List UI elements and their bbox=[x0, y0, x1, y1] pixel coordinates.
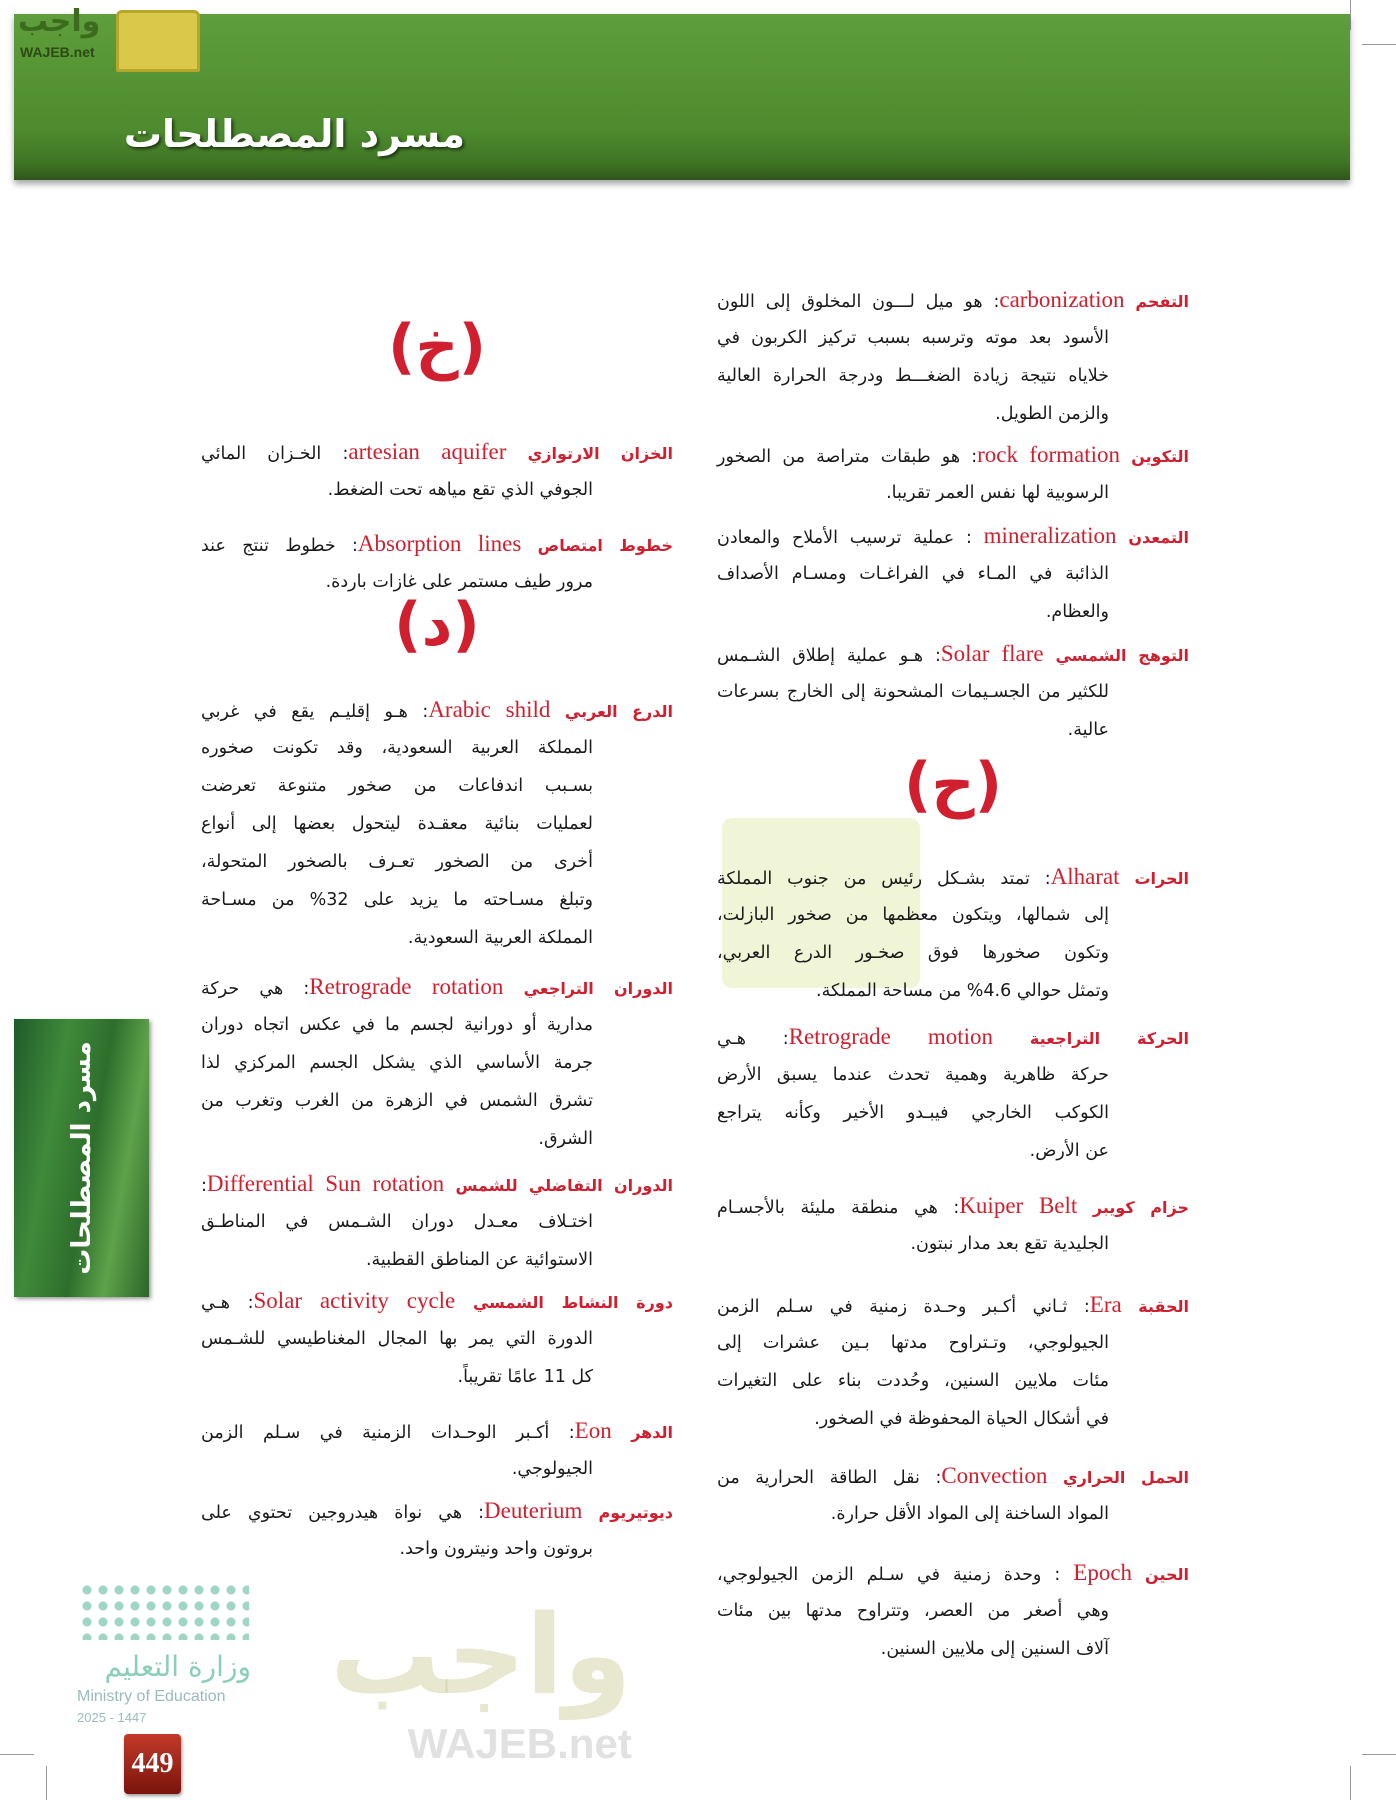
entry-first-line bbox=[717, 1457, 1189, 1495]
definition-line: المملكة العربية السعودية، وقد تكونت صخوره bbox=[201, 738, 593, 758]
book-icon bbox=[116, 10, 200, 72]
definition-start: : الخـزان المائي bbox=[201, 444, 349, 464]
definition-line: لعمليات بنائية معقـدة ليتحول بعضها إلى أنواع bbox=[201, 814, 593, 834]
definition-line: الدورة التي يمر بها المجال المغناطيسي للشـمس bbox=[201, 1329, 593, 1349]
chapter-header-band bbox=[14, 14, 1350, 180]
entry-first-line bbox=[717, 635, 1189, 673]
definition-start: : نقل الطاقة الحرارية من bbox=[717, 1468, 942, 1488]
definition-start: : هي نواة هيدروجين تحتوي على bbox=[201, 1503, 485, 1523]
definition-line: الجوفي الذي تقع مياهه تحت الضغط. bbox=[327, 480, 593, 500]
entry-first-line bbox=[201, 1165, 673, 1203]
definition-start: : هـي bbox=[201, 1293, 254, 1313]
term-arabic: ديوتيريوم bbox=[598, 1503, 673, 1522]
definition-start: : هو ميل لـــون المخلوق إلى اللون bbox=[717, 292, 1000, 312]
glossary-entry bbox=[717, 858, 1189, 1010]
definition-line: والزمن الطويل. bbox=[995, 404, 1109, 424]
definition-line: وهي أصغر من العصر، وتتراوح مدتها بين مئات bbox=[717, 1601, 1109, 1621]
entry-first-line bbox=[201, 691, 673, 729]
definition-line: كل 11 عامًا تقريباً. bbox=[457, 1367, 593, 1387]
section-letter-heading: (خ) bbox=[387, 312, 487, 382]
definition-line: عن الأرض. bbox=[1029, 1141, 1109, 1161]
term-arabic: الحقبة bbox=[1138, 1297, 1189, 1316]
glossary-entry bbox=[717, 1187, 1189, 1263]
definition-start: : هـو إقليـم يقع في غربي bbox=[201, 702, 429, 722]
glossary-entry bbox=[717, 1554, 1189, 1668]
entry-first-line bbox=[717, 1286, 1189, 1324]
definition-line: مدارية أو دورانية لجسم ما في عكس اتجاه دوران bbox=[201, 1015, 593, 1035]
crop-mark bbox=[1362, 44, 1396, 45]
definition-line: الأسود بعد موته وترسبه بسبب تركيز الكربون في bbox=[717, 328, 1109, 348]
definition-line: أخرى من الصخور تعـرف بالصخور المتحولة، bbox=[201, 852, 593, 872]
definition-line: بسـبب اندفاعات من صخور متنوعة تعرضت bbox=[201, 776, 593, 796]
definition-start: : هو طبقات متراصة من الصخور bbox=[717, 447, 978, 467]
term-arabic: حزام كويبر bbox=[1092, 1198, 1189, 1217]
glossary-entry bbox=[717, 1286, 1189, 1438]
term-english: Alharat bbox=[1050, 864, 1120, 889]
definition-line: الاستوائية عن المناطق القطبية. bbox=[365, 1250, 593, 1270]
term-arabic: الدرع العربي bbox=[564, 702, 673, 721]
term-english: Arabic shild bbox=[428, 697, 551, 722]
definition-start: : تمتد بشـكل رئيس من جنوب المملكة bbox=[717, 869, 1051, 889]
definition-line: الجليدية تقع بعد مدار نبتون. bbox=[910, 1234, 1109, 1254]
crop-mark bbox=[46, 1766, 47, 1800]
definition-line: للكثير من الجسـيمات المشحونة إلى الخارج بسرعات bbox=[717, 682, 1109, 702]
term-arabic: التوهج الشمسي bbox=[1055, 646, 1189, 665]
crop-mark bbox=[0, 1754, 34, 1755]
entry-first-line bbox=[717, 1018, 1189, 1056]
definition-line: والعظام. bbox=[1045, 602, 1109, 622]
definition-line: الرسوبية لها نفس العمر تقريبا. bbox=[886, 483, 1109, 503]
term-arabic: خطوط امتصاص bbox=[537, 536, 673, 555]
entry-first-line bbox=[201, 1492, 673, 1530]
definition-line: مرور طيف مستمر على غازات باردة. bbox=[325, 572, 593, 592]
logo-arabic: واجب bbox=[18, 4, 101, 39]
glossary-entry bbox=[717, 635, 1189, 749]
logo-english: WAJEB.net bbox=[20, 44, 95, 60]
term-arabic: الحمل الحراري bbox=[1063, 1468, 1189, 1487]
definition-line: المملكة العربية السعودية. bbox=[407, 928, 593, 948]
entry-first-line bbox=[201, 1282, 673, 1320]
glossary-entry bbox=[201, 968, 673, 1158]
definition-start: : خطوط تنتج عند bbox=[201, 536, 358, 556]
entry-first-line bbox=[717, 858, 1189, 896]
term-arabic: الخزان الارتوازي bbox=[527, 444, 673, 463]
glossary-entry bbox=[201, 1282, 673, 1396]
glossary-entry bbox=[201, 1492, 673, 1568]
definition-start: : وحدة زمنية في سـلم الزمن الجيولوجي، bbox=[717, 1565, 1074, 1585]
entry-first-line bbox=[201, 525, 673, 563]
term-arabic: الدهر bbox=[631, 1423, 673, 1442]
definition-line: جرمة الأساسي الذي يشكل الجسم المركزي لذا bbox=[201, 1053, 593, 1073]
definition-line: حركة ظاهرية وهمية تحدث عندما يسبق الأرض bbox=[717, 1065, 1109, 1085]
definition-line: تشرق الشمس في الزهرة من الغرب وتغرب من bbox=[201, 1091, 593, 1111]
watermark-english: WAJEB.net bbox=[407, 1720, 632, 1767]
definition-line: الذائبة في المـاء في الفراغـات ومسـام الأصداف bbox=[717, 564, 1109, 584]
term-english: Solar activity cycle bbox=[253, 1288, 456, 1313]
glossary-entry bbox=[717, 436, 1189, 512]
definition-line: الكوكب الخارجي فيبـدو الأخير وكأنه يتراجع bbox=[717, 1103, 1109, 1123]
glossary-entry bbox=[717, 281, 1189, 433]
side-tab bbox=[14, 1019, 149, 1297]
term-arabic: الدوران التراجعي bbox=[523, 979, 673, 998]
term-english: rock formation bbox=[977, 442, 1121, 467]
entry-first-line bbox=[717, 281, 1189, 319]
glossary-entry bbox=[717, 1018, 1189, 1170]
definition-line: خلاياه نتيجة زيادة الضغـــط ودرجة الحرارة العالية bbox=[717, 366, 1109, 386]
definition-start: : ثـاني أكـبر وحـدة زمنية في سـلم الزمن bbox=[717, 1297, 1090, 1317]
crop-mark bbox=[1350, 0, 1351, 30]
term-arabic: الحرات bbox=[1134, 869, 1189, 888]
page-number: 449 bbox=[124, 1734, 181, 1794]
section-letter-heading: (ح) bbox=[903, 750, 1003, 820]
entry-first-line bbox=[201, 1412, 673, 1450]
term-english: Absorption lines bbox=[357, 531, 522, 556]
term-english: Eon bbox=[574, 1418, 612, 1443]
glossary-entry bbox=[201, 1412, 673, 1488]
term-arabic: التمعدن bbox=[1128, 528, 1189, 547]
term-arabic: الدوران التفاضلي للشمس bbox=[455, 1176, 674, 1195]
definition-line: بروتون واحد ونيترون واحد. bbox=[399, 1539, 593, 1559]
term-english: Retrograde motion bbox=[788, 1024, 994, 1049]
entry-first-line bbox=[717, 517, 1189, 555]
section-letter-heading: (د) bbox=[394, 590, 480, 660]
wajeb-logo bbox=[8, 4, 188, 68]
term-english: mineralization bbox=[983, 523, 1117, 548]
entry-first-line bbox=[201, 433, 673, 471]
definition-line: الجيولوجي، وتـتراوح مدتها بـين عشرات إلى bbox=[717, 1333, 1109, 1353]
term-english: carbonization bbox=[999, 287, 1125, 312]
term-arabic: التكوين bbox=[1131, 447, 1189, 466]
definition-start: : عملية ترسيب الأملاح والمعادن bbox=[717, 528, 984, 548]
glossary-entry bbox=[717, 1457, 1189, 1533]
definition-line: عالية. bbox=[1067, 720, 1109, 740]
glossary-entry bbox=[201, 1165, 673, 1279]
definition-start: : هـو عملية إطلاق الشـمس bbox=[717, 646, 941, 666]
definition-line: وتكون صخورها فوق صخـور الدرع العربي، bbox=[717, 943, 1109, 963]
definition-line: الجيولوجي. bbox=[511, 1459, 593, 1479]
watermark bbox=[330, 1590, 632, 1768]
glossary-entry bbox=[717, 517, 1189, 631]
term-arabic: الحركة التراجعية bbox=[1029, 1029, 1189, 1048]
glossary-entry bbox=[201, 691, 673, 957]
entry-first-line bbox=[717, 1554, 1189, 1592]
term-english: Epoch bbox=[1073, 1560, 1133, 1585]
term-arabic: دورة النشاط الشمسي bbox=[472, 1293, 673, 1312]
term-english: Differential Sun rotation bbox=[206, 1171, 445, 1196]
term-english: Convection bbox=[941, 1463, 1048, 1488]
definition-start: : هـي bbox=[717, 1029, 789, 1049]
term-arabic: الحين bbox=[1145, 1565, 1189, 1584]
term-english: artesian aquifer bbox=[348, 439, 507, 464]
definition-line: إلى شمالها، ويتكون معظمها من صخور البازلت، bbox=[717, 905, 1109, 925]
definition-line: اختـلاف معـدل دوران الشـمس في المناطـق bbox=[201, 1212, 593, 1232]
definition-start: : هي منطقة مليئة بالأجسـام bbox=[717, 1198, 960, 1218]
page-title: مسرد المصطلحات bbox=[123, 112, 465, 156]
ministry-logo bbox=[75, 1578, 255, 1728]
definition-line: الشرق. bbox=[538, 1129, 593, 1149]
definition-start: : أكـبر الوحـدات الزمنية في سـلم الزمن bbox=[201, 1423, 575, 1443]
term-english: Deuterium bbox=[484, 1498, 583, 1523]
entry-first-line bbox=[717, 436, 1189, 474]
definition-line: وتمثل حوالي 4.6% من مساحة المملكة. bbox=[816, 981, 1109, 1001]
definition-line: المواد الساخنة إلى المواد الأقل حرارة. bbox=[830, 1504, 1109, 1524]
entry-first-line bbox=[201, 968, 673, 1006]
watermark-arabic: واجب bbox=[330, 1591, 632, 1719]
ministry-year: 2025 - 1447 bbox=[77, 1710, 147, 1725]
definition-line: آلاف السنين إلى ملايين السنين. bbox=[880, 1639, 1109, 1659]
term-english: Solar flare bbox=[940, 641, 1044, 666]
crop-mark bbox=[1362, 1754, 1396, 1755]
term-arabic: التفحم bbox=[1135, 292, 1189, 311]
term-english: Kuiper Belt bbox=[959, 1193, 1078, 1218]
side-tab-label: مسرد المصطلحات bbox=[66, 1041, 97, 1275]
term-english: Retrograde rotation bbox=[309, 974, 504, 999]
definition-start: : هي حركة bbox=[201, 979, 310, 999]
definition-line: وتبلغ مسـاحته ما يزيد على 32% من مسـاحة bbox=[201, 890, 594, 910]
term-english: Era bbox=[1089, 1292, 1122, 1317]
crop-mark bbox=[1350, 1766, 1351, 1800]
definition-line: في أشكال الحياة المحفوظة في الصخور. bbox=[814, 1409, 1109, 1429]
definition-start: : bbox=[201, 1176, 207, 1196]
entry-first-line bbox=[717, 1187, 1189, 1225]
glossary-entry bbox=[201, 433, 673, 509]
ministry-dots-emblem bbox=[79, 1582, 249, 1640]
definition-line: مئات ملايين السنين، وحُددت بناء على التغيرات bbox=[717, 1371, 1109, 1391]
ministry-english: Ministry of Education bbox=[77, 1688, 226, 1705]
ministry-arabic: وزارة التعليم bbox=[104, 1650, 251, 1683]
